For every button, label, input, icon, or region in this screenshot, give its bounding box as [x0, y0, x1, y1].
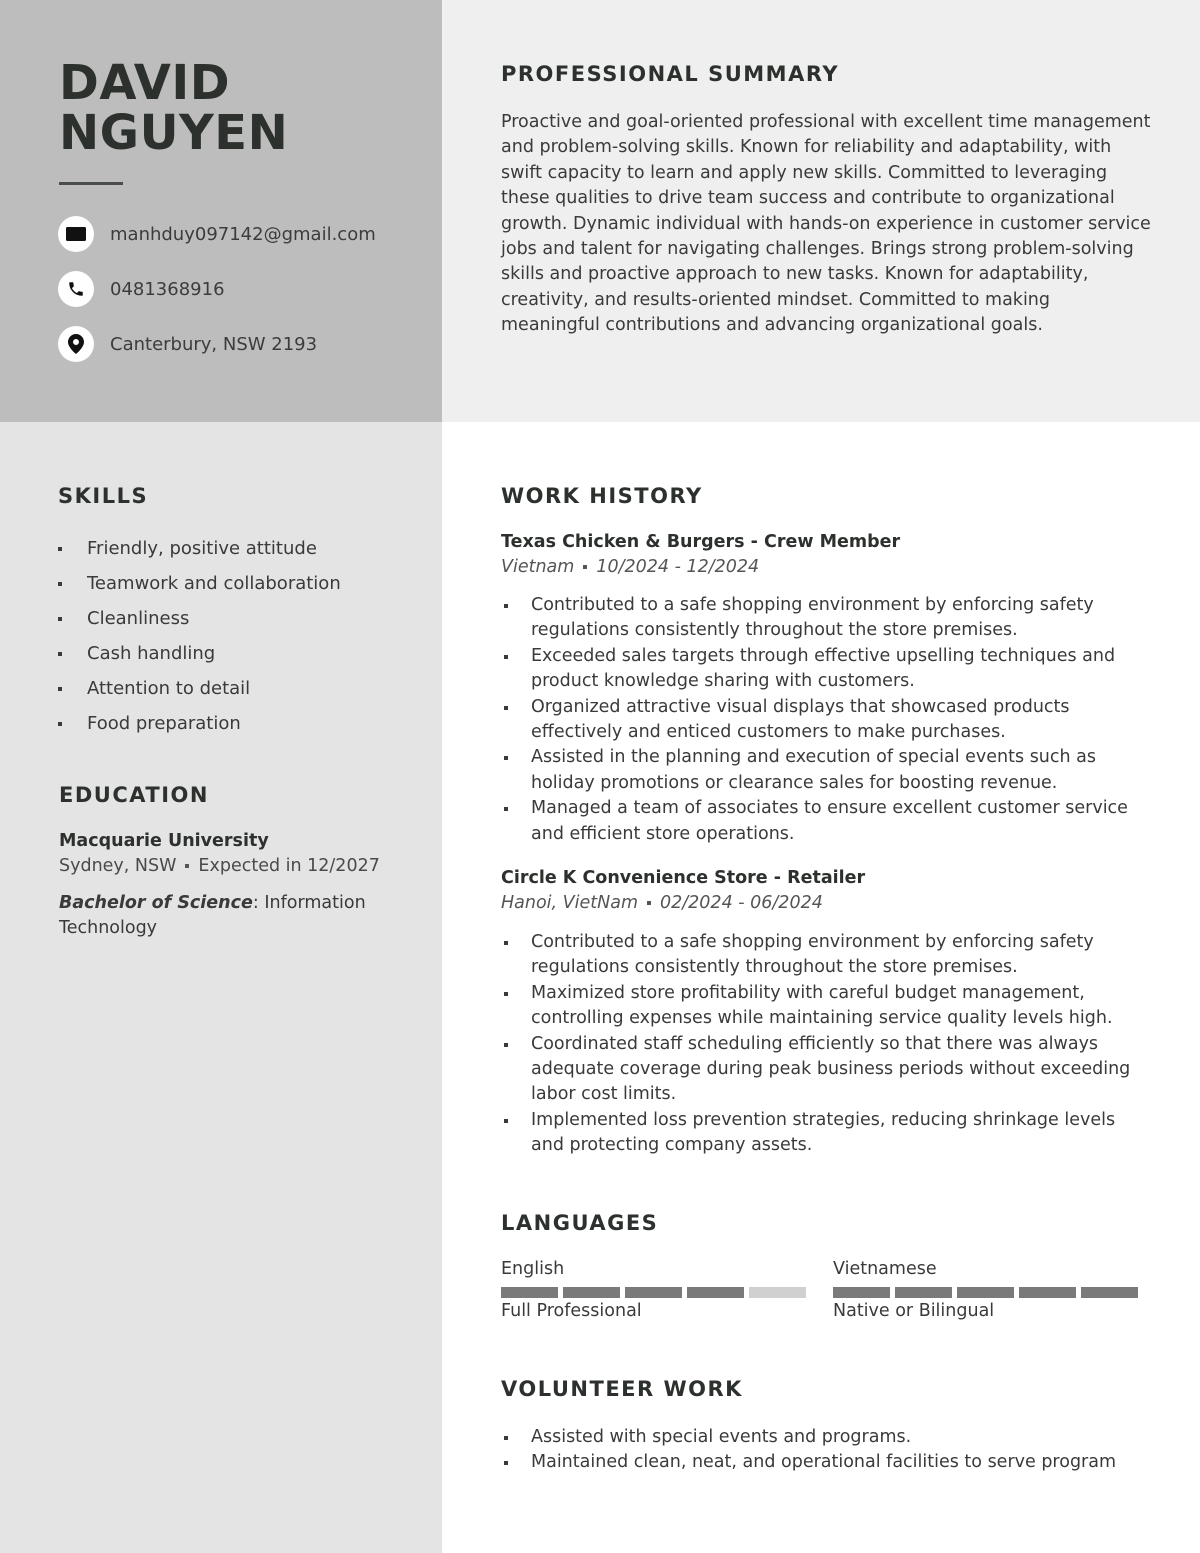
list-item: Implemented loss prevention strategies, reducing shrinkage levels and protecting company assets.	[501, 1108, 1141, 1159]
location-text: Canterbury, NSW 2193	[110, 333, 318, 355]
proficiency-segment	[501, 1287, 558, 1298]
proficiency-segment	[833, 1287, 890, 1298]
phone-icon	[58, 271, 94, 307]
list-item: Cash handling	[58, 636, 418, 671]
proficiency-segment	[1019, 1287, 1076, 1298]
skills-list	[58, 531, 418, 741]
list-item: Exceeded sales targets through effective upselling techniques and product knowledge sharing with customers.	[501, 644, 1141, 695]
list-item: Food preparation	[58, 706, 418, 741]
first-name: DAVID	[59, 55, 231, 111]
language-level: Native or Bilingual	[833, 1301, 995, 1321]
envelope-icon	[58, 216, 94, 252]
candidate-name	[59, 55, 289, 161]
language-proficiency-bar	[501, 1287, 811, 1298]
proficiency-segment	[687, 1287, 744, 1298]
contact-email	[58, 216, 376, 252]
degree-colon: :	[252, 893, 259, 913]
degree	[59, 891, 399, 942]
separator-dot	[583, 565, 587, 569]
skills-heading: SKILLS	[58, 484, 149, 508]
list-item: Maintained clean, neat, and operational facilities to serve program	[501, 1450, 1161, 1475]
proficiency-segment	[749, 1287, 806, 1298]
job-location: Hanoi, VietNam	[501, 893, 638, 913]
language-name: Vietnamese	[833, 1259, 937, 1279]
job-meta	[501, 557, 759, 577]
list-item: Cleanliness	[58, 601, 418, 636]
list-item: Contributed to a safe shopping environment by enforcing safety regulations consistently throughout the store premises.	[501, 930, 1141, 981]
last-name: NGUYEN	[59, 105, 289, 161]
list-item: Friendly, positive attitude	[58, 531, 418, 566]
location-pin-icon	[58, 326, 94, 362]
proficiency-segment	[957, 1287, 1014, 1298]
list-item: Maximized store profitability with careful budget management, controlling expenses while maintaining service quality levels high.	[501, 981, 1141, 1032]
summary-heading: PROFESSIONAL SUMMARY	[501, 62, 840, 86]
language-level: Full Professional	[501, 1301, 642, 1321]
proficiency-segment	[563, 1287, 620, 1298]
list-item: Coordinated staff scheduling efficiently so that there was always adequate coverage during peak business periods without exceeding labor cost limits.	[501, 1032, 1141, 1108]
list-item: Contributed to a safe shopping environment by enforcing safety regulations consistently throughout the store premises.	[501, 593, 1141, 644]
job-meta	[501, 893, 823, 913]
proficiency-segment	[625, 1287, 682, 1298]
job-bullets	[501, 930, 1141, 1159]
separator-dot	[647, 901, 651, 905]
job-location: Vietnam	[501, 557, 575, 577]
name-divider	[59, 182, 123, 185]
separator-dot	[185, 864, 189, 868]
school-name: Macquarie University	[59, 831, 269, 851]
school-location: Sydney, NSW	[59, 856, 177, 876]
graduation-date: Expected in 12/2027	[198, 856, 380, 876]
work-heading: WORK HISTORY	[501, 484, 703, 508]
education-heading: EDUCATION	[59, 783, 209, 807]
job-bullets	[501, 593, 1141, 847]
proficiency-segment	[895, 1287, 952, 1298]
job-title: Texas Chicken & Burgers - Crew Member	[501, 532, 901, 552]
list-item: Teamwork and collaboration	[58, 566, 418, 601]
list-item: Managed a team of associates to ensure excellent customer service and efficient store operations.	[501, 796, 1141, 847]
proficiency-segment	[1081, 1287, 1138, 1298]
volunteer-heading: VOLUNTEER WORK	[501, 1377, 743, 1401]
volunteer-bullets	[501, 1425, 1161, 1476]
list-item: Attention to detail	[58, 671, 418, 706]
language-proficiency-bar	[833, 1287, 1143, 1298]
list-item: Assisted in the planning and execution of special events such as holiday promotions or clearance sales for boosting revenue.	[501, 745, 1141, 796]
phone-text[interactable]: 0481368916	[110, 278, 225, 300]
list-item: Organized attractive visual displays that showcased products effectively and enticed customers to make purchases.	[501, 695, 1141, 746]
degree-name: Bachelor of Science	[59, 893, 253, 913]
degree-field: Information Technology	[59, 893, 366, 939]
job-dates: 10/2024 - 12/2024	[596, 557, 760, 577]
language-name: English	[501, 1259, 565, 1279]
job-dates: 02/2024 - 06/2024	[660, 893, 823, 913]
contact-location	[58, 326, 317, 362]
summary-text: Proactive and goal-oriented professional with excellent time management and problem-solving skills. Known for reliability and adaptability, with swift capacity to learn and apply new skills. Committed to leveraging these qualities to drive team success and contribute to organizational growth. Dynamic individual with hands-on experience in customer service jobs and talent for navigating challenges. Brings strong problem-solving skills and proactive approach to new tasks. Known for adaptability, creativity, and results-oriented mindset. Committed to making meaningful contributions and advancing organizational goals.	[501, 112, 1151, 336]
languages-heading: LANGUAGES	[501, 1211, 659, 1235]
job-title: Circle K Convenience Store - Retailer	[501, 868, 866, 888]
contact-phone	[58, 271, 225, 307]
education-meta	[59, 856, 380, 876]
list-item: Assisted with special events and programs.	[501, 1425, 1161, 1450]
email-text[interactable]: manhduy097142@gmail.com	[110, 223, 376, 245]
